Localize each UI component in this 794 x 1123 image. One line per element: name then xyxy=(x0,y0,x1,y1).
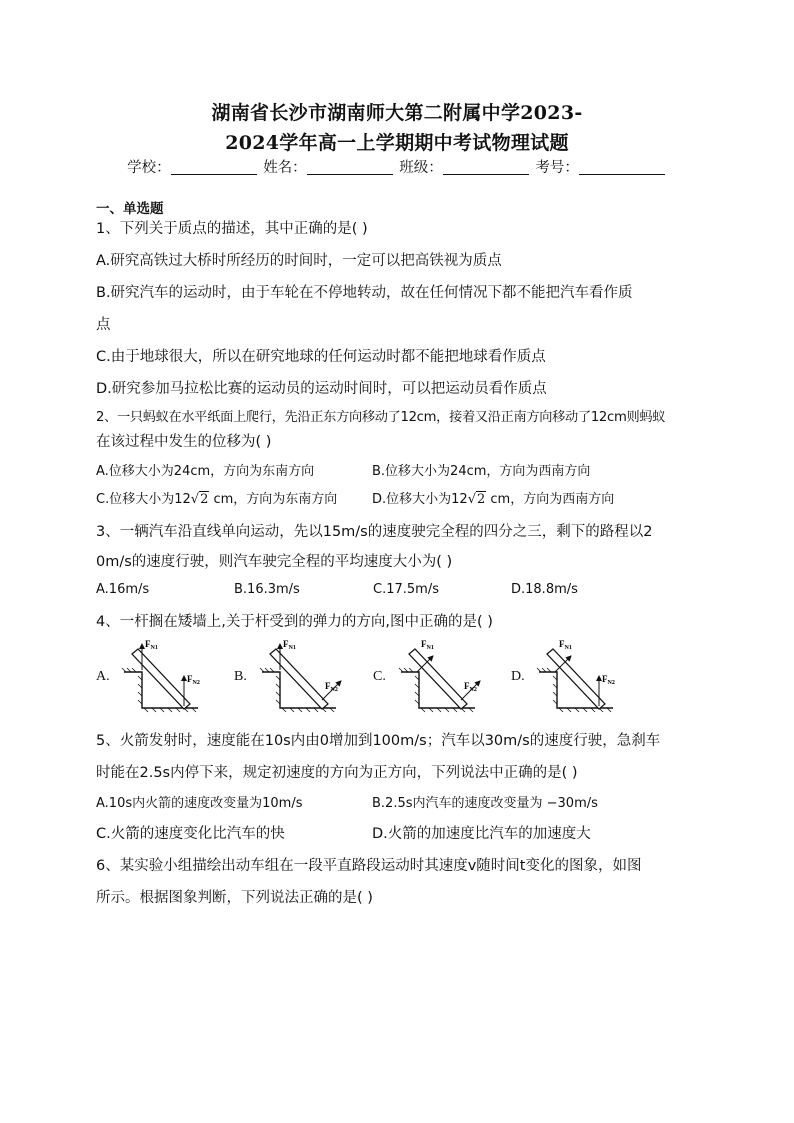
q1-stem: 1、下列关于质点的描述，其中正确的是( ) xyxy=(96,221,368,237)
class-label: 班级： xyxy=(399,160,443,176)
force-subscript: N1 xyxy=(426,645,434,651)
q4-figure-a xyxy=(110,636,210,718)
q2-option-b: B.位移大小为24cm，方向为西南方向 xyxy=(372,464,591,479)
q2-option-d xyxy=(372,488,614,507)
q2-option-c-pre: C.位移大小为12 xyxy=(96,492,191,507)
sqrt-symbol: √2 xyxy=(190,492,209,507)
force-subscript: N2 xyxy=(469,687,477,693)
q5-stem-1: 5、火箭发射时，速度能在10s内由0增加到100m/s；汽车以30m/s的速度行驶，急刹车 xyxy=(96,733,661,749)
q3-stem-1: 3、一辆汽车沿直线单向运动，先以15m/s的速度驶完全程的四分之三，剩下的路程以2 xyxy=(96,524,653,540)
force-n1-label xyxy=(145,639,158,651)
force-symbol: F xyxy=(559,639,565,649)
q1-option-b-cont: 点 xyxy=(96,317,111,333)
school-blank[interactable] xyxy=(171,160,257,175)
q3-option-b: B.16.3m/s xyxy=(234,582,300,597)
q6-stem-1: 6、某实验小组描绘出动车组在一段平直路段运动时其速度v随时间t变化的图象，如图 xyxy=(96,858,642,874)
force-subscript: N2 xyxy=(607,680,615,686)
exam-title-line1: 湖南省长沙市湖南师大第二附属中学2023- xyxy=(211,102,583,124)
q2-option-d-post: cm，方向为西南方向 xyxy=(490,492,615,507)
force-symbol: F xyxy=(145,639,151,649)
q6-stem-2: 所示。根据图象判断，下列说法正确的是( ) xyxy=(96,890,373,906)
force-symbol: F xyxy=(325,681,331,691)
q2-stem-1: 2、一只蚂蚁在水平纸面上爬行，先沿正东方向移动了12cm，接着又沿正南方向移动了12cm则蚂蚁 xyxy=(96,410,666,425)
school-label: 学校： xyxy=(127,160,171,176)
exam-number-blank[interactable] xyxy=(579,160,665,175)
sqrt-symbol: √2 xyxy=(467,492,486,507)
force-symbol: F xyxy=(602,674,608,684)
q3-stem-2: 0m/s的速度行驶，则汽车驶完全程的平均速度大小为( ) xyxy=(96,554,453,570)
q4-stem: 4、一杆搁在矮墙上,关于杆受到的弹力的方向,图中正确的是( ) xyxy=(96,614,493,630)
q2-option-c-post: cm，方向为东南方向 xyxy=(213,492,338,507)
name-blank[interactable] xyxy=(307,160,393,175)
force-subscript: N1 xyxy=(288,645,296,651)
name-label: 姓名： xyxy=(263,160,307,176)
q4-label-a: A. xyxy=(96,669,110,684)
force-symbol: F xyxy=(187,674,193,684)
q1-option-a: A.研究高铁过大桥时所经历的时间时，一定可以把高铁视为质点 xyxy=(96,253,502,269)
force-subscript: N1 xyxy=(564,645,572,651)
q1-option-b: B.研究汽车的运动时，由于车轮在不停地转动，故在任何情况下都不能把汽车看作质 xyxy=(96,285,633,301)
q2-option-a: A.位移大小为24cm，方向为东南方向 xyxy=(96,464,315,479)
q5-option-a: A.10s内火箭的速度改变量为10m/s xyxy=(96,796,303,811)
q5-stem-2: 时能在2.5s内停下来，规定初速度的方向为正方向，下列说法中正确的是( ) xyxy=(96,765,578,781)
q5-option-c: C.火箭的速度变化比汽车的快 xyxy=(96,826,285,842)
q3-option-d: D.18.8m/s xyxy=(511,582,578,597)
q5-option-b: B.2.5s内汽车的速度改变量为 −30m/s xyxy=(372,796,598,811)
force-n1-label xyxy=(559,639,572,651)
force-n2-label xyxy=(187,674,200,686)
q4-label-d: D. xyxy=(511,669,525,684)
q2-stem-2: 在该过程中发生的位移为( ) xyxy=(96,434,272,450)
sqrt-radicand: 2 xyxy=(200,492,209,507)
force-subscript: N2 xyxy=(192,680,200,686)
force-symbol: F xyxy=(464,681,470,691)
exam-title-line2: 2024学年高一上学期期中考试物理试题 xyxy=(225,132,569,154)
q4-figure-c xyxy=(387,636,487,718)
q3-option-c: C.17.5m/s xyxy=(373,582,439,597)
exam-number-label: 考号： xyxy=(535,160,579,176)
q3-option-a: A.16m/s xyxy=(96,582,150,597)
q1-option-c: C.由于地球很大，所以在研究地球的任何运动时都不能把地球看作质点 xyxy=(96,349,546,365)
force-n2-label xyxy=(602,674,615,686)
q4-figure-d xyxy=(525,636,625,718)
force-symbol: F xyxy=(283,639,289,649)
force-n1-label xyxy=(421,639,434,651)
q2-option-d-pre: D.位移大小为12 xyxy=(372,492,468,507)
force-n2-label xyxy=(325,681,338,693)
q4-label-b: B. xyxy=(234,669,247,684)
force-n1-label xyxy=(283,639,296,651)
student-info-row xyxy=(0,156,794,177)
force-subscript: N2 xyxy=(330,687,338,693)
q4-label-c: C. xyxy=(373,669,386,684)
sqrt-radicand: 2 xyxy=(476,492,486,507)
q1-option-d: D.研究参加马拉松比赛的运动员的运动时间时，可以把运动员看作质点 xyxy=(96,381,547,397)
section-title: 一、单选题 xyxy=(96,201,164,217)
q2-option-c xyxy=(96,488,337,507)
class-blank[interactable] xyxy=(443,160,529,175)
q5-option-d: D.火箭的加速度比汽车的加速度大 xyxy=(372,826,591,842)
q4-figure-b xyxy=(248,636,348,718)
force-symbol: F xyxy=(421,639,427,649)
force-subscript: N1 xyxy=(150,645,158,651)
force-n2-label xyxy=(464,681,477,693)
